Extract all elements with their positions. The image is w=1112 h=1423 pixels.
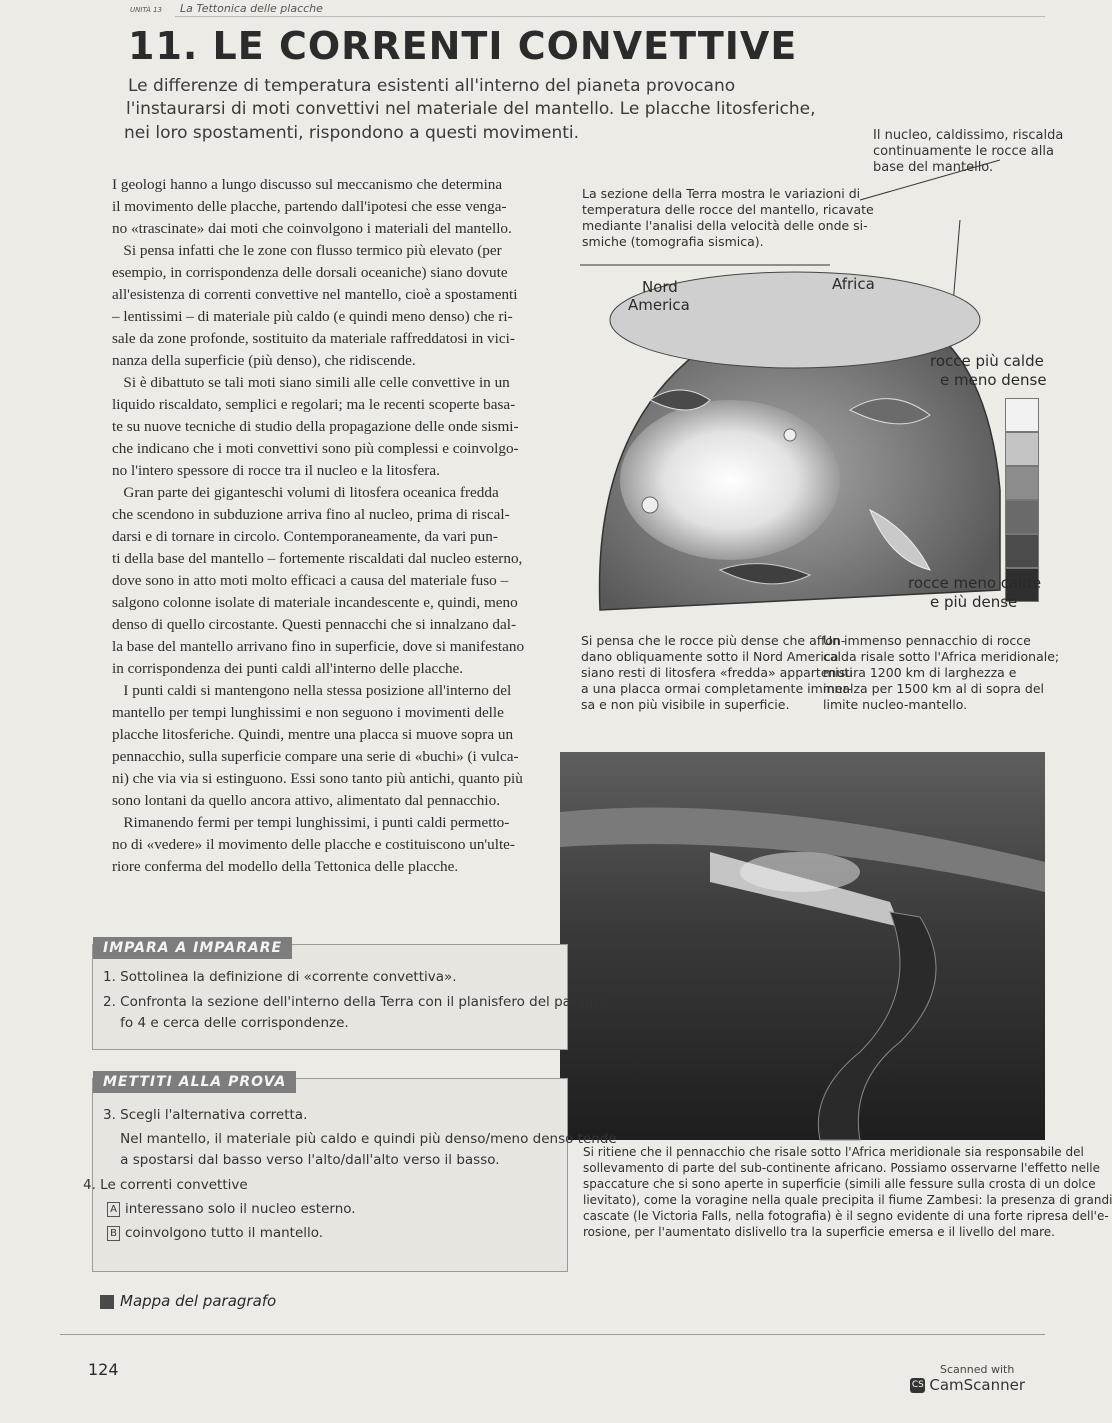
option-b-text: coinvolgono tutto il mantello. — [125, 1225, 324, 1241]
impara-item: 1. Sottolinea la definizione di «corrente convettiva». — [103, 969, 457, 985]
mettiti-title: METTITI ALLA PROVA — [93, 1071, 296, 1093]
option-a[interactable] — [107, 1201, 356, 1217]
caption-line: a una placca ormai completamente immer- — [581, 681, 852, 696]
body-line: Rimanendo fermi per tempi lunghissimi, i punti caldi permetto- — [112, 814, 510, 831]
section-note-line: mediante l'analisi della velocità delle onde si- — [582, 218, 868, 233]
body-line: dove sono in atto moti molto efficaci a causa del materiale fuso – — [112, 572, 509, 589]
body-line: I geologi hanno a lungo discusso sul meccanismo che determina — [112, 176, 503, 193]
caption-line: Un immenso pennacchio di rocce — [823, 633, 1031, 648]
option-a-checkbox[interactable]: A — [107, 1202, 120, 1217]
intro-line: nei loro spostamenti, rispondono a questi movimenti. — [124, 123, 580, 143]
mettiti-item: Nel mantello, il materiale più caldo e quindi più denso/meno denso tende — [103, 1131, 617, 1147]
caption-line: sa e non più visibile in superficie. — [581, 697, 790, 712]
body-line: la base del mantello arrivano fino in superficie, dove si manifestano — [112, 638, 525, 655]
map-link[interactable] — [100, 1292, 276, 1310]
label-north-america — [628, 278, 690, 314]
option-a-text: interessano solo il nucleo esterno. — [125, 1201, 356, 1217]
victoria-falls-photo — [560, 752, 1045, 1140]
body-line: – lentissimi – di materiale più caldo (e quindi meno denso) che ri- — [112, 308, 513, 325]
body-text — [112, 174, 567, 878]
mantle-blob — [784, 429, 796, 441]
label-africa: Africa — [832, 275, 875, 293]
impara-title: IMPARA A IMPARARE — [93, 937, 292, 959]
header-topic: La Tettonica delle placche — [180, 2, 323, 15]
mettiti-item: 4. Le correnti convettive — [83, 1177, 248, 1193]
leader-line — [860, 160, 1000, 200]
caption-line: dano obliquamente sotto il Nord America — [581, 649, 839, 664]
body-line: ti della base del mantello – fortemente riscaldati dal nucleo esterno, — [112, 550, 523, 567]
body-line: all'esistenza di correnti convettive nel mantello, cioè a spostamenti — [112, 286, 518, 303]
chapter-title: 11. LE CORRENTI CONVETTIVE — [128, 24, 798, 68]
body-line: sono lontani da quello ancora attivo, alimentato dal pennacchio. — [112, 792, 501, 809]
photo-caption-line: cascate (le Victoria Falls, nella fotografia) è il segno evidente di una forte ripresa dell'e- — [583, 1209, 1109, 1223]
body-line: pennacchio, sulla superficie compare una serie di «buchi» (i vulca- — [112, 748, 519, 765]
body-line: no di «vedere» il movimento delle placche e costituiscono un'ulte- — [112, 836, 515, 853]
body-line: sale da zone profonde, sostituito da materiale raffreddatosi in vici- — [112, 330, 515, 347]
map-icon — [100, 1295, 114, 1309]
caption-line: limite nucleo-mantello. — [823, 697, 968, 712]
hot-rocks-line: e meno dense — [940, 371, 1047, 389]
photo-caption-line: spaccature che si sono aperte in superficie (simili alle fessure sulla crosta di un dolce — [583, 1177, 1096, 1191]
cold-rocks-line: rocce meno calde — [908, 574, 1042, 592]
hot-rocks-line: rocce più calde — [930, 352, 1044, 370]
body-line: esempio, in corrispondenza delle dorsali oceaniche) siano dovute — [112, 264, 508, 281]
option-b[interactable] — [107, 1225, 323, 1241]
caption-north-america — [581, 633, 853, 713]
photo-caption-line: sollevamento di parte del sub-continente africano. Possiamo osservarne l'effetto nelle — [583, 1161, 1101, 1175]
body-line: I punti caldi si mantengono nella stessa posizione all'interno del — [112, 682, 512, 699]
camscanner-brand: CamScanner — [929, 1376, 1025, 1394]
photo-caption-line: lievitato), come la voragine nella quale precipita il fiume Zambesi: la presenza di grandi — [583, 1193, 1112, 1207]
unit-label: UNITÀ 13 — [130, 6, 162, 14]
footer-rule — [60, 1334, 1045, 1335]
body-line: che indicano che i moti convettivi sono più complessi e coinvolgo- — [112, 440, 519, 457]
cold-rocks-line: e più dense — [930, 593, 1018, 611]
mettiti-box — [83, 1074, 617, 1272]
hot-rocks-label — [930, 352, 1045, 390]
intro-line: Le differenze di temperatura esistenti all'interno del pianeta provocano — [128, 76, 736, 96]
nucleus-note-line: base del mantello. — [873, 160, 994, 175]
photo-caption-line: rosione, per l'aumentato dislivello tra la superficie emersa e il livello del mare. — [583, 1225, 1055, 1239]
body-line: in corrispondenza dei punti caldi all'interno delle placche. — [112, 660, 464, 677]
caption-line: Si pensa che le rocce più dense che affon- — [581, 633, 846, 648]
body-line: salgono colonne isolate di materiale incandescente e, quindi, meno — [112, 594, 518, 611]
scale-cell — [1005, 432, 1039, 466]
scale-cell — [1005, 500, 1039, 534]
scale-cell — [1005, 534, 1039, 568]
caption-line: siano resti di litosfera «fredda» appartenuti — [581, 665, 853, 680]
intro-line: l'instaurarsi di moti convettivi nel materiale del mantello. Le placche litosferiche, — [126, 99, 816, 119]
nucleus-note-line: Il nucleo, caldissimo, riscalda — [873, 128, 1064, 143]
body-line: darsi e di tornare in circolo. Contemporaneamente, da vari pun- — [112, 528, 498, 545]
body-line: mantello per tempi lunghissimi e non seguono i movimenti delle — [112, 704, 504, 721]
label-line: America — [628, 296, 690, 314]
caption-line: misura 1200 km di larghezza e — [823, 665, 1017, 680]
body-line: Si è dibattuto se tali moti siano simili alle celle convettive in un — [112, 374, 510, 391]
map-link-label: Mappa del paragrafo — [120, 1292, 277, 1310]
mettiti-item: a spostarsi dal basso verso l'alto/dall'alto verso il basso. — [103, 1152, 500, 1168]
page-number: 124 — [88, 1360, 119, 1379]
caption-line: calda risale sotto l'Africa meridionale; — [823, 649, 1060, 664]
mettiti-item: 3. Scegli l'alternativa corretta. — [103, 1107, 308, 1123]
mantle-blob — [642, 497, 658, 513]
section-note-line: La sezione della Terra mostra le variazioni di — [582, 186, 861, 201]
scale-cell — [1005, 398, 1039, 432]
section-note-line: temperatura delle rocce del mantello, ricavate — [582, 202, 874, 217]
mist — [740, 852, 860, 892]
impara-item: fo 4 e cerca delle corrispondenze. — [103, 1015, 349, 1031]
body-line: placche litosferiche. Quindi, mentre una placca si muove sopra un — [112, 726, 514, 743]
camscanner-watermark — [910, 1376, 1025, 1394]
earth-core — [620, 400, 840, 560]
label-line: Nord — [642, 278, 678, 296]
cold-rocks-label — [908, 574, 1045, 612]
header-rule — [175, 16, 1045, 17]
section-note-line: smiche (tomografia sismica). — [582, 234, 764, 249]
impara-item: 2. Confronta la sezione dell'interno della Terra con il planisfero del paragra- — [103, 994, 612, 1010]
body-line: nanza della superficie (più denso), che ridiscende. — [112, 352, 416, 369]
body-line: che scendono in subduzione arriva fino al nucleo, prima di riscal- — [112, 506, 510, 523]
scanned-with: Scanned with — [940, 1363, 1015, 1376]
photo-caption — [583, 1144, 1112, 1240]
caption-africa-plume — [823, 633, 1060, 713]
body-line: Gran parte dei giganteschi volumi di litosfera oceanica fredda — [112, 484, 499, 501]
body-line: no «trascinate» dai moti che coinvolgono i materiali del mantello. — [112, 220, 512, 237]
photo-caption-line: Si ritiene che il pennacchio che risale sotto l'Africa meridionale sia responsabile del — [583, 1145, 1084, 1159]
body-line: Si pensa infatti che le zone con flusso termico più elevato (per — [112, 242, 502, 259]
option-b-checkbox[interactable]: B — [107, 1226, 120, 1241]
earth-section-diagram — [560, 160, 1045, 630]
body-line: te su nuove tecniche di studio della propagazione delle onde sismi- — [112, 418, 519, 435]
body-line: il movimento delle placche, partendo dall'ipotesi che esse venga- — [112, 198, 507, 215]
body-line: liquido riscaldato, semplici e regolari; ma le recenti scoperte basa- — [112, 396, 516, 413]
caption-line: innalza per 1500 km al di sopra del — [823, 681, 1045, 696]
camscanner-icon: CS — [910, 1378, 925, 1393]
body-line: ni) che via via si estinguono. Essi sono tanto più antichi, quanto più — [112, 770, 523, 787]
nucleus-note-line: continuamente le rocce alla — [873, 144, 1054, 159]
body-line: no l'intero spessore di rocce tra il nucleo e la litosfera. — [112, 462, 440, 479]
impara-box — [92, 940, 612, 1050]
scale-cell — [1005, 466, 1039, 500]
body-line: denso di quello circostante. Questi pennacchi che si innalzano dal- — [112, 616, 517, 633]
temperature-scale — [1005, 398, 1039, 602]
body-line: riore conferma del modello della Tettonica delle placche. — [112, 858, 459, 875]
